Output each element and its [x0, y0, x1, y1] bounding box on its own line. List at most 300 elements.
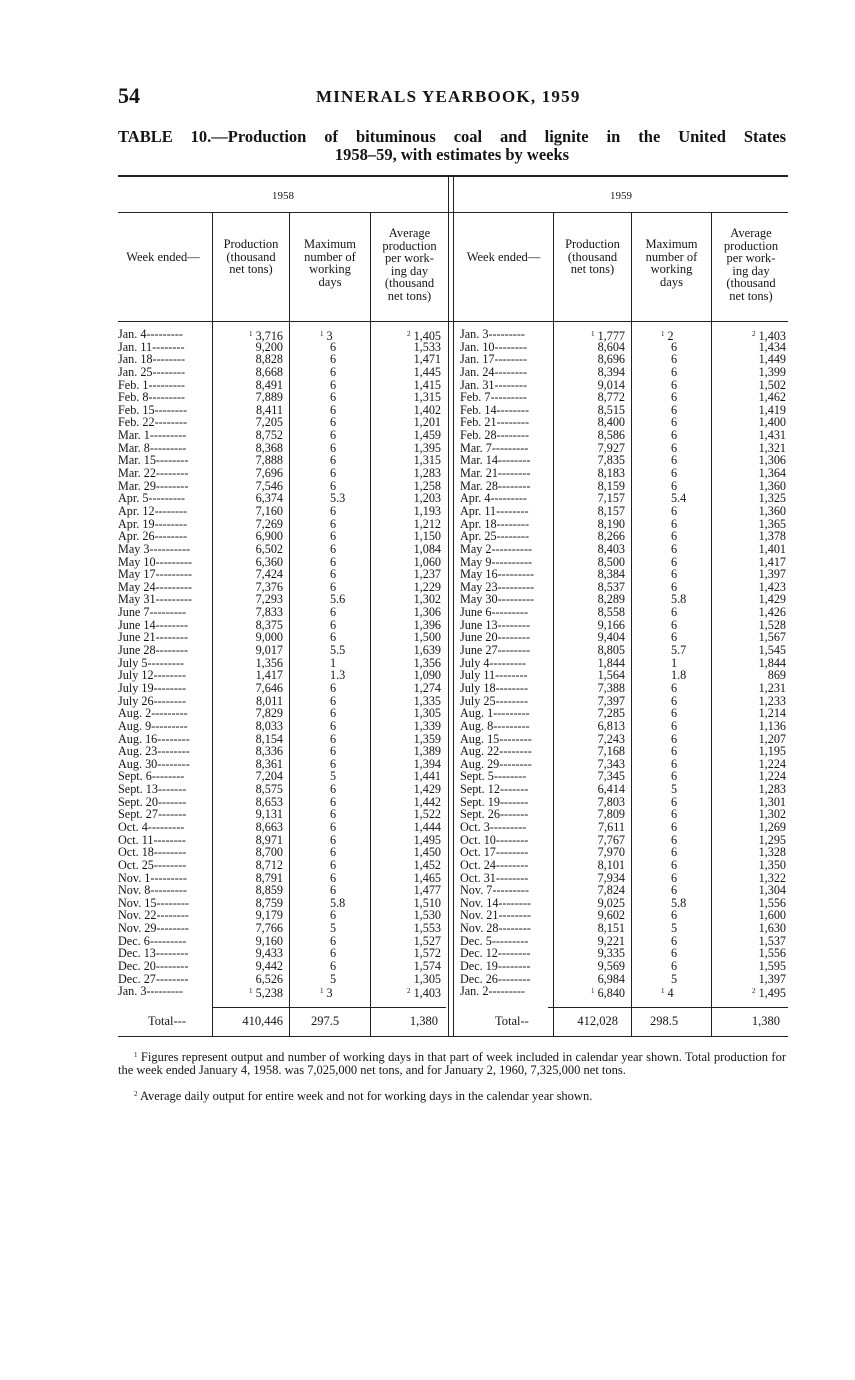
week-cell-1958: Jan. 4---------: [118, 327, 183, 341]
max-days-value: 6: [330, 377, 337, 392]
week-cell-1958: Aug. 23--------: [118, 744, 190, 759]
week-label: Apr. 5: [118, 491, 149, 506]
divider-center-a: [448, 177, 449, 1036]
production-value: 5,238: [255, 986, 283, 1001]
week-label: Jan. 24: [460, 364, 495, 379]
head-avg-1959: Average production per work- ing day (thousand net tons): [723, 226, 779, 303]
week-label: Feb. 7: [460, 390, 491, 405]
week-cell-1958: Jan. 25--------: [118, 364, 185, 379]
max-days-value: 6: [671, 339, 678, 354]
production-value: 1,356: [255, 655, 283, 670]
production-value: 8,011: [256, 693, 283, 708]
avg-value: 1,302: [413, 592, 441, 607]
footnote-ref: 1: [249, 330, 253, 338]
max-days-value: 5.7: [671, 643, 687, 658]
week-label: Jan. 10: [460, 339, 495, 354]
caption-line-1: TABLE 10.—Production of bituminous coal and lignite in the United States: [118, 127, 786, 146]
avg-value: 1,477: [413, 883, 441, 898]
avg-value: 1,306: [413, 605, 441, 620]
production-value: 8,411: [256, 402, 283, 417]
production-value: 9,602: [597, 908, 625, 923]
total-avg-1959: 1,380: [751, 1014, 780, 1028]
week-cell-1958: Apr. 26--------: [118, 529, 188, 544]
week-label: May 10: [118, 554, 156, 569]
avg-value: 1,356: [413, 655, 441, 670]
week-label: May 9: [460, 554, 492, 569]
week-cell-1958: Dec. 13--------: [118, 946, 189, 961]
bottom-rule: [118, 1036, 788, 1037]
production-value: 6,900: [255, 529, 283, 544]
production-value: 7,829: [255, 706, 283, 721]
week-label: Oct. 24: [460, 857, 496, 872]
avg-value: 1,224: [758, 769, 786, 784]
week-cell-1958: Oct. 11--------: [118, 832, 186, 847]
max-days-value: 1.8: [671, 668, 687, 683]
avg-value: 1,195: [758, 744, 786, 759]
week-cell-1959: Feb. 21--------: [460, 415, 530, 430]
page-number: 54: [118, 83, 140, 108]
production-value: 8,400: [597, 415, 625, 430]
week-cell-1959: Dec. 26--------: [460, 971, 531, 986]
avg-value: 1,304: [758, 883, 786, 898]
week-cell-1958: Mar. 22--------: [118, 466, 189, 481]
week-label: Apr. 11: [460, 503, 497, 518]
avg-value: 1,431: [758, 428, 786, 443]
week-cell-1959: Sept. 12-------: [460, 782, 529, 797]
week-label: Aug. 2: [118, 706, 152, 721]
footnote-ref: 2: [752, 987, 756, 996]
avg-value: 1,283: [413, 466, 441, 481]
production-value: 8,759: [255, 895, 283, 910]
year-1959-header: 1959: [610, 190, 632, 202]
max-days-cell-1958: [320, 328, 370, 341]
production-value: 7,833: [255, 605, 283, 620]
max-days-value: 6: [671, 630, 678, 645]
week-cell-1958: Feb. 22--------: [118, 415, 188, 430]
week-label: Dec. 12: [460, 946, 498, 961]
max-days-value: 6: [330, 529, 337, 544]
max-days-value: 5: [671, 921, 678, 936]
week-cell-1958: May 10---------: [118, 554, 193, 569]
avg-value: 1,201: [413, 415, 441, 430]
week-cell-1959: June 6---------: [460, 605, 529, 620]
week-label: June 14: [118, 617, 156, 632]
production-value: 8,653: [255, 794, 283, 809]
avg-value: 1,203: [413, 491, 441, 506]
avg-value: 1,237: [413, 567, 441, 582]
week-label: Oct. 25: [118, 857, 154, 872]
week-label: Apr. 25: [460, 529, 497, 544]
week-label: Mar. 7: [460, 440, 492, 455]
week-label: Oct. 4: [118, 819, 148, 834]
max-days-value: 6: [671, 541, 678, 556]
production-cell-1958: [213, 973, 283, 986]
max-days-value: 6: [330, 428, 337, 443]
footnote-ref: 2: [407, 330, 411, 338]
week-cell-1958: July 26--------: [118, 693, 187, 708]
avg-value: 1,401: [758, 541, 786, 556]
production-value: 6,526: [255, 971, 283, 986]
week-label: Oct. 3: [460, 819, 490, 834]
week-cell-1958: Aug. 16--------: [118, 731, 190, 746]
max-days-value: 6: [671, 883, 678, 898]
avg-value: 1,429: [758, 592, 786, 607]
max-days-value: 6: [330, 415, 337, 430]
max-days-value: 5.8: [671, 895, 687, 910]
production-value: 8,101: [597, 857, 625, 872]
avg-value: 1,295: [758, 832, 786, 847]
running-head: MINERALS YEARBOOK, 1959: [316, 87, 581, 106]
week-cell-1959: Jan. 31--------: [460, 377, 527, 392]
production-value: 6,984: [597, 971, 625, 986]
max-days-value: 6: [330, 680, 337, 695]
production-value: 8,500: [597, 554, 625, 569]
total-production-1959: 412,028: [577, 1014, 618, 1028]
week-label: Sept. 12: [460, 782, 500, 797]
week-label: May 30: [460, 592, 498, 607]
avg-value: 1,403: [758, 329, 786, 343]
production-value: 7,376: [255, 579, 283, 594]
production-value: 7,397: [597, 693, 625, 708]
week-label: Nov. 14: [460, 895, 499, 910]
week-cell-1959: Apr. 18--------: [460, 516, 530, 531]
avg-value: 1,459: [413, 428, 441, 443]
week-cell-1959: May 30---------: [460, 592, 535, 607]
max-days-value: 6: [330, 605, 337, 620]
max-days-value: 6: [671, 832, 678, 847]
footnote-1-text: Figures represent output and number of working days in that part of week included in calendar year shown. Total production for the week ended January 4, 1958. was 7,025,000 net tons, and for January 2, 1960, 7,325,000 net tons.: [118, 1050, 787, 1077]
week-cell-1958: Nov. 29--------: [118, 921, 189, 936]
week-cell-1959: Mar. 28--------: [460, 478, 531, 493]
avg-value: 1,630: [758, 921, 786, 936]
footnote-1: [118, 1049, 786, 1077]
week-cell-1959: Sept. 26-------: [460, 807, 529, 822]
week-cell-1958: Sept. 13-------: [118, 782, 187, 797]
week-label: July 5: [118, 655, 148, 670]
production-value: 8,361: [255, 756, 283, 771]
head-max-days-1958: Maximum number of working days: [303, 237, 357, 289]
production-value: 9,025: [597, 895, 625, 910]
week-cell-1959: Nov. 28--------: [460, 921, 531, 936]
week-label: Aug. 22: [460, 744, 500, 759]
max-days-value: 6: [330, 718, 337, 733]
production-value: 8,033: [255, 718, 283, 733]
week-cell-1958: Aug. 9---------: [118, 718, 188, 733]
max-days-value: 6: [671, 402, 678, 417]
footnote-ref: 2: [407, 987, 411, 996]
production-value: 8,375: [255, 617, 283, 632]
head-avg-1958: Average production per work- ing day (thousand net tons): [382, 226, 437, 303]
production-value: 7,160: [255, 503, 283, 518]
production-value: 7,767: [597, 832, 625, 847]
max-days-value: 6: [330, 503, 337, 518]
production-value: 8,384: [597, 567, 625, 582]
production-value: 9,017: [255, 643, 283, 658]
production-value: 7,388: [597, 680, 625, 695]
max-days-value: 6: [330, 959, 337, 974]
avg-value: 1,136: [758, 718, 786, 733]
avg-value: 1,510: [413, 895, 441, 910]
production-column-1958: [213, 328, 283, 1001]
week-cell-1959: Aug. 15--------: [460, 731, 532, 746]
avg-value: 1,258: [413, 478, 441, 493]
week-cell-1958: Feb. 8---------: [118, 390, 185, 405]
week-cell-1959: Sept. 5--------: [460, 769, 527, 784]
production-value: 8,403: [597, 541, 625, 556]
avg-value: 1,394: [413, 756, 441, 771]
week-label: July 26: [118, 693, 154, 708]
max-days-value: 1: [671, 655, 678, 670]
production-value: 8,151: [597, 921, 625, 936]
week-label: Apr. 26: [118, 529, 155, 544]
production-value: 7,204: [255, 769, 283, 784]
week-label: Jan. 11: [118, 339, 153, 354]
max-days-value: 6: [671, 364, 678, 379]
avg-value: 1,844: [758, 655, 786, 670]
avg-value: 1,321: [758, 440, 786, 455]
avg-value: 1,553: [413, 921, 441, 936]
week-cell-1959: Aug. 29--------: [460, 756, 532, 771]
max-days-value: 6: [671, 579, 678, 594]
avg-value: 1,224: [758, 756, 786, 771]
week-cell-1959: Dec. 5---------: [460, 933, 529, 948]
max-days-value: 6: [671, 718, 678, 733]
week-label: Nov. 28: [460, 921, 499, 936]
year-1958-header: 1958: [272, 190, 294, 202]
production-value: 6,414: [597, 782, 625, 797]
week-cell-1959: July 4---------: [460, 655, 526, 670]
production-value: 8,266: [597, 529, 625, 544]
production-value: 7,345: [597, 769, 625, 784]
avg-cell-1959: [712, 973, 786, 986]
week-label: Mar. 15: [118, 453, 156, 468]
max-days-value: 6: [330, 744, 337, 759]
max-days-value: 6: [330, 857, 337, 872]
week-label: Feb. 28: [460, 428, 497, 443]
max-days-value: 6: [330, 819, 337, 834]
avg-value: 1,452: [413, 857, 441, 872]
production-value: 7,205: [255, 415, 283, 430]
week-label: Jan. 25: [118, 364, 153, 379]
avg-value: 1,302: [758, 807, 786, 822]
avg-value: 1,193: [413, 503, 441, 518]
production-value: 6,360: [255, 554, 283, 569]
week-label: Aug. 8: [460, 718, 494, 733]
avg-value: 1,434: [758, 339, 786, 354]
week-cell-1958: July 12--------: [118, 668, 187, 683]
max-days-column-1958: [320, 328, 370, 1001]
avg-value: 1,350: [758, 857, 786, 872]
avg-value: 1,399: [758, 364, 786, 379]
week-cell-1958: Mar. 15--------: [118, 453, 189, 468]
week-label: Sept. 20: [118, 794, 158, 809]
week-label: Mar. 22: [118, 466, 156, 481]
production-value: 8,368: [255, 440, 283, 455]
total-days-1959: 298.5: [650, 1014, 679, 1028]
production-value: 8,604: [597, 339, 625, 354]
week-label: Aug. 29: [460, 756, 500, 771]
production-value: 7,611: [598, 819, 625, 834]
production-value: 8,772: [597, 390, 625, 405]
max-days-column-1959: [661, 328, 711, 1001]
head-week-1958: Week ended—: [126, 250, 200, 264]
production-value: 8,668: [255, 364, 283, 379]
production-value: 7,766: [255, 921, 283, 936]
week-cell-1959: Jan. 2---------: [460, 984, 525, 999]
avg-value: 1,150: [413, 529, 441, 544]
avg-value: 1,449: [758, 352, 786, 367]
week-cell-1958: Apr. 5---------: [118, 491, 185, 506]
week-label: Nov. 7: [460, 883, 493, 898]
avg-value: 1,403: [413, 986, 441, 1001]
avg-value: 1,395: [413, 440, 441, 455]
max-days-value: 6: [671, 857, 678, 872]
avg-value: 1,360: [758, 503, 786, 518]
production-value: 8,491: [255, 377, 283, 392]
production-value: 9,166: [597, 617, 625, 632]
production-value: 8,586: [597, 428, 625, 443]
head-week-1959: Week ended—: [466, 250, 541, 264]
week-cell-1959: Dec. 19--------: [460, 959, 531, 974]
avg-column-1959: [712, 328, 786, 1001]
production-value: 8,859: [255, 883, 283, 898]
week-label: Feb. 14: [460, 402, 497, 417]
week-label: May 24: [118, 579, 156, 594]
week-cell-1959: Oct. 3---------: [460, 819, 527, 834]
week-label: June 7: [118, 605, 150, 620]
avg-value: 1,500: [413, 630, 441, 645]
max-days-value: 6: [330, 807, 337, 822]
week-cell-1958: May 24---------: [118, 579, 193, 594]
divider-left-2: [289, 213, 290, 1036]
week-label: Feb. 15: [118, 402, 155, 417]
avg-value: 1,084: [413, 541, 441, 556]
production-value: 8,575: [255, 782, 283, 797]
week-cell-1958: Apr. 12--------: [118, 503, 188, 518]
max-days-value: 6: [330, 478, 337, 493]
max-days-value: 5: [330, 921, 337, 936]
max-days-value: 6: [671, 440, 678, 455]
max-days-value: 6: [671, 946, 678, 961]
week-label: May 3: [118, 541, 150, 556]
avg-value: 1,207: [758, 731, 786, 746]
max-days-value: 6: [330, 402, 337, 417]
week-label: Dec. 6: [118, 933, 150, 948]
week-label: Feb. 8: [118, 390, 149, 405]
week-label: Mar. 14: [460, 453, 498, 468]
production-value: 8,537: [597, 579, 625, 594]
production-value: 7,889: [255, 390, 283, 405]
max-days-value: 5.8: [671, 592, 687, 607]
week-label: Apr. 19: [118, 516, 155, 531]
max-days-value: 6: [671, 744, 678, 759]
avg-value: 1,639: [413, 643, 441, 658]
week-cell-1958: Aug. 30--------: [118, 756, 190, 771]
week-label: Jan. 4: [118, 327, 147, 341]
max-days-value: 6: [330, 756, 337, 771]
avg-value: 1,462: [758, 390, 786, 405]
max-days-value: 6: [671, 554, 678, 569]
production-value: 7,269: [255, 516, 283, 531]
max-days-value: 6: [671, 453, 678, 468]
avg-value: 1,229: [413, 579, 441, 594]
total-label-1959: Total--: [495, 1014, 529, 1028]
max-days-value: 6: [671, 908, 678, 923]
production-value: 8,752: [255, 428, 283, 443]
week-label: Dec. 19: [460, 959, 498, 974]
week-cell-1959: Aug. 22--------: [460, 744, 532, 759]
week-label: Jan. 18: [118, 352, 153, 367]
max-days-value: 6: [671, 769, 678, 784]
week-label: July 25: [460, 693, 496, 708]
max-days-value: 6: [671, 756, 678, 771]
production-value: 7,888: [255, 453, 283, 468]
footnote-2-mark: 2: [134, 1090, 138, 1098]
production-value: 7,824: [597, 883, 625, 898]
production-value: 7,546: [255, 478, 283, 493]
production-value: 8,696: [597, 352, 625, 367]
max-days-value: 6: [330, 466, 337, 481]
avg-value: 1,465: [413, 870, 441, 885]
avg-value: 1,572: [413, 946, 441, 961]
avg-value: 1,471: [413, 352, 441, 367]
max-days-value: 5: [671, 782, 678, 797]
avg-value: 1,595: [758, 959, 786, 974]
week-label: Dec. 20: [118, 959, 156, 974]
max-days-value: 6: [671, 428, 678, 443]
avg-value: 1,233: [758, 693, 786, 708]
avg-value: 1,567: [758, 630, 786, 645]
footnote-ref: 1: [320, 987, 324, 996]
week-label: Aug. 9: [118, 718, 152, 733]
avg-value: 1,415: [413, 377, 441, 392]
week-cell-1959: Jan. 3---------: [460, 327, 525, 341]
production-value: 6,813: [597, 718, 625, 733]
week-cell-1959: Jan. 10--------: [460, 339, 527, 354]
week-cell-1958: May 3----------: [118, 541, 191, 556]
max-days-value: 6: [671, 390, 678, 405]
production-value: 9,014: [597, 377, 625, 392]
week-label: Mar. 8: [118, 440, 150, 455]
week-cell-1959: Dec. 12--------: [460, 946, 531, 961]
week-cell-1959: Mar. 21--------: [460, 466, 531, 481]
caption-line-2: 1958–59, with estimates by weeks: [334, 145, 570, 164]
avg-value: 1,396: [413, 617, 441, 632]
avg-value: 1,231: [758, 680, 786, 695]
production-cell-1959: [554, 973, 625, 986]
max-days-value: 6: [671, 794, 678, 809]
production-value: 7,285: [597, 706, 625, 721]
production-value: 7,646: [255, 680, 283, 695]
week-label: Feb. 21: [460, 415, 497, 430]
divider-right-2: [631, 213, 632, 1036]
production-value: 7,803: [597, 794, 625, 809]
week-label: Apr. 4: [460, 491, 491, 506]
avg-value: 1,429: [413, 782, 441, 797]
production-value: 1,417: [255, 668, 283, 683]
total-label-text-1959: Total: [495, 1014, 521, 1028]
production-value: 9,433: [255, 946, 283, 961]
production-value: 8,515: [597, 402, 625, 417]
avg-value: 1,301: [758, 794, 786, 809]
head-max-days-1959: Maximum number of working days: [645, 237, 698, 289]
footnote-1-mark: 1: [134, 1051, 138, 1059]
table-caption: [118, 128, 786, 164]
footnote-ref: 1: [249, 987, 253, 996]
week-label: Nov. 15: [118, 895, 157, 910]
avg-value: 869: [767, 668, 786, 683]
avg-value: 1,545: [758, 643, 786, 658]
